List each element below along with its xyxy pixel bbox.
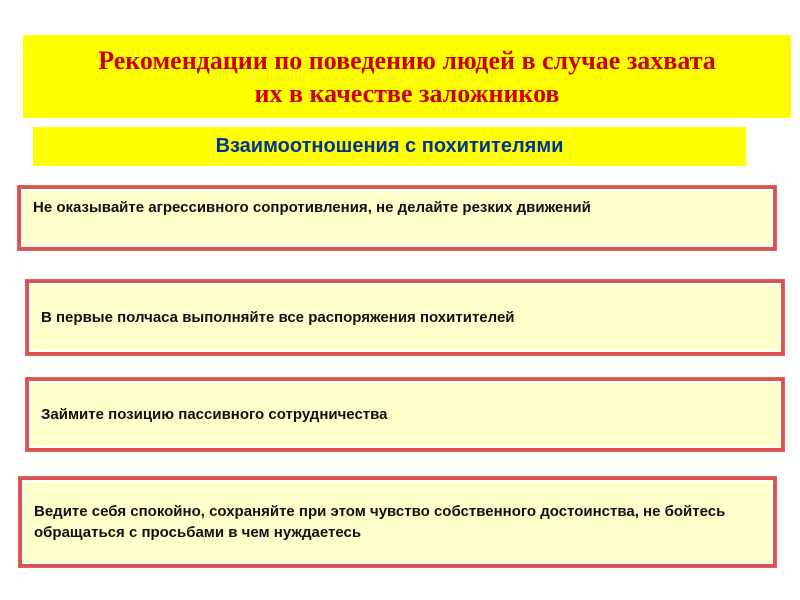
page-title-line-1: Рекомендации по поведению людей в случае захвата [98, 45, 716, 75]
recommendation-text-1: Не оказывайте агрессивного сопротивления, не делайте резких движений [33, 199, 591, 216]
subtitle-banner [33, 127, 746, 166]
recommendation-card-1 [18, 186, 776, 250]
page-title [37, 44, 777, 110]
recommendation-card-2 [26, 280, 784, 355]
recommendation-text-4: Ведите себя спокойно, сохраняйте при этом чувство собственного достоинства, не бойтесь обращаться с просьбами в чем нуждаетесь [34, 503, 726, 541]
recommendation-card-3 [26, 378, 784, 451]
section-subtitle: Взаимоотношения с похитителями [215, 135, 564, 157]
page-title-line-2: их в качестве заложников [254, 78, 560, 108]
recommendation-text-3: Займите позицию пассивного сотрудничества [41, 406, 388, 423]
recommendation-card-4 [19, 477, 776, 567]
title-banner [23, 35, 791, 118]
recommendation-text-2: В первые полчаса выполняйте все распоряжения похитителей [41, 309, 515, 326]
